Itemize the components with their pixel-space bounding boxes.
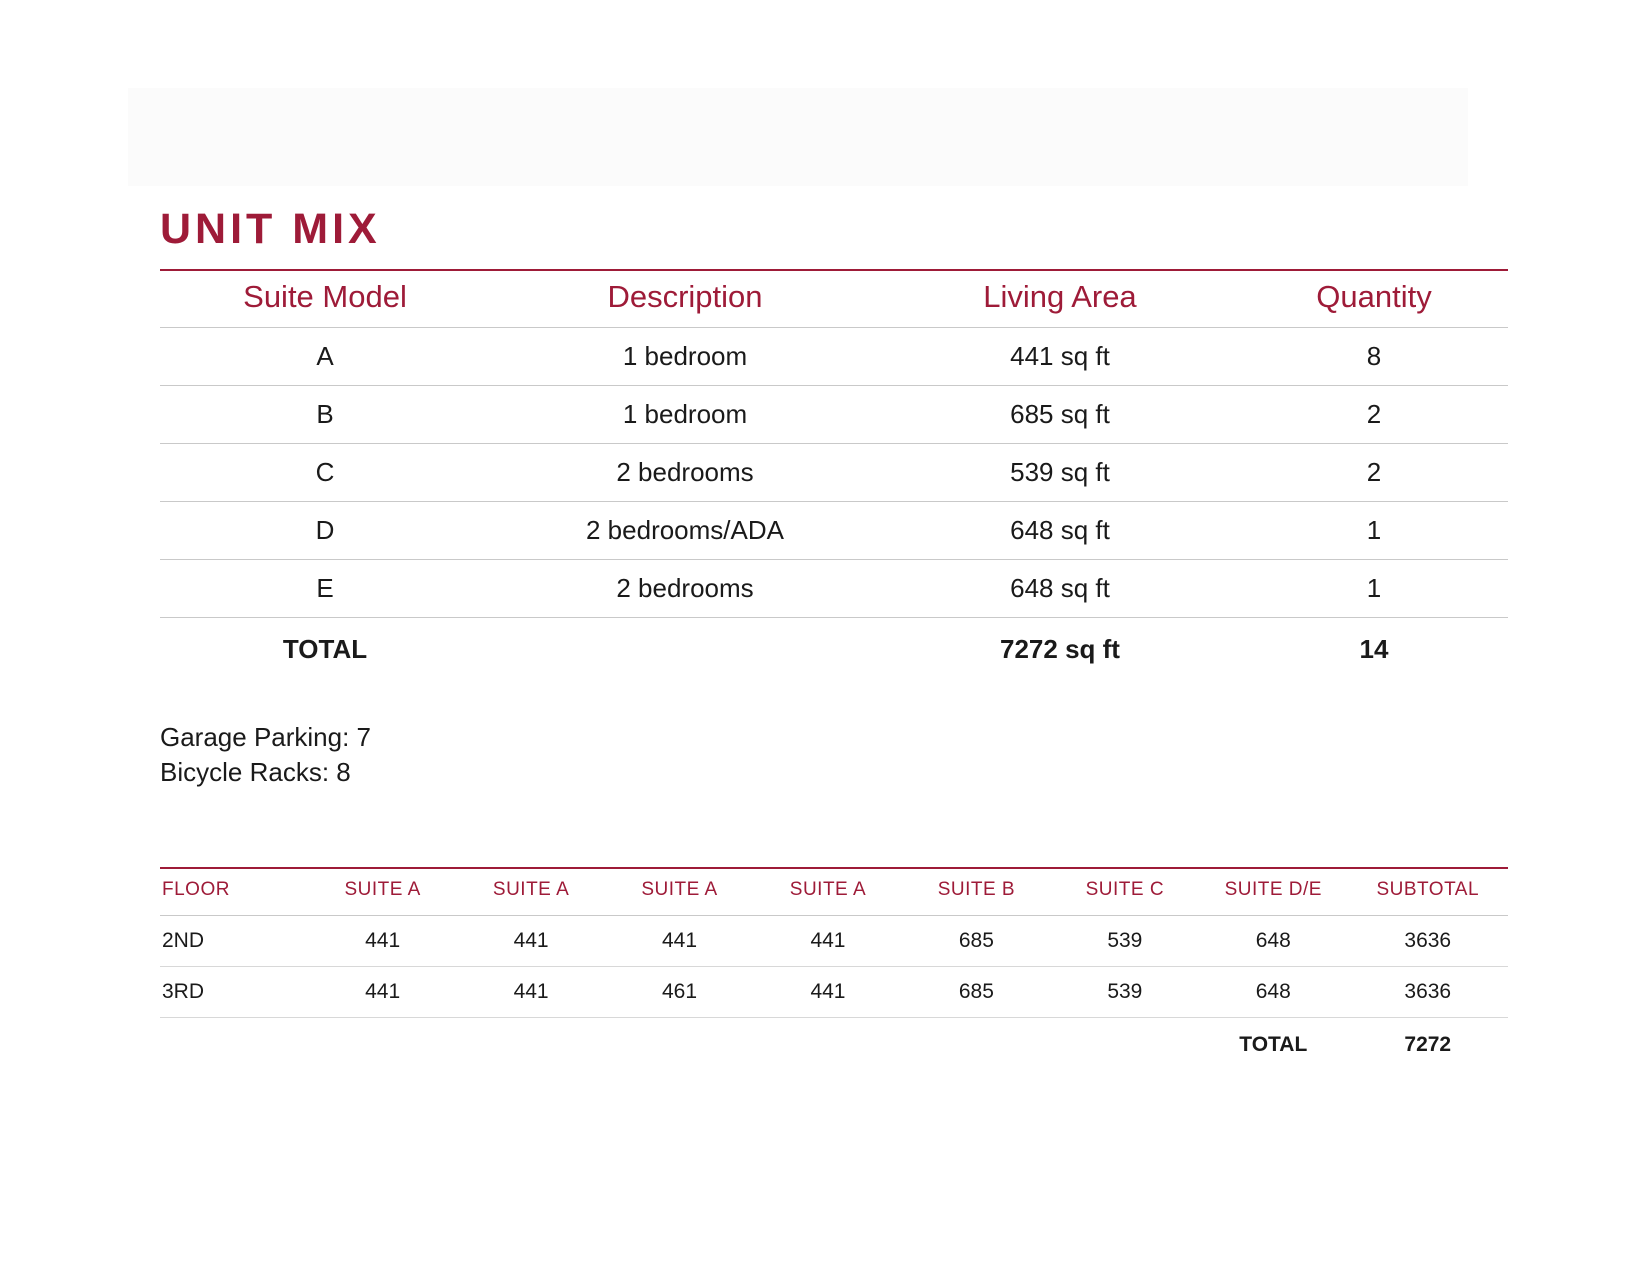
cell-empty: [1051, 1017, 1199, 1070]
floor-table-row: [160, 915, 1508, 966]
column-header-suite-a-1: SUITE A: [308, 868, 456, 916]
cell-quantity: 1: [1240, 560, 1508, 618]
cell-description: 2 bedrooms: [490, 444, 880, 502]
cell-suite-model: B: [160, 386, 490, 444]
cell-quantity: 2: [1240, 444, 1508, 502]
column-header-suite-b: SUITE B: [902, 868, 1050, 916]
cell-suite-a-2: 441: [457, 966, 605, 1017]
cell-total-quantity: 14: [1359, 634, 1389, 665]
cell-empty: [605, 1017, 753, 1070]
cell-suite-model: D: [160, 502, 490, 560]
cell-living-area: 648 sq ft: [880, 502, 1240, 560]
table-header-row: [160, 270, 1508, 328]
header-band: [128, 88, 1468, 186]
cell-subtotal: 3636: [1348, 966, 1509, 1017]
column-header-suite-model: Suite Model: [160, 270, 490, 328]
column-header-subtotal: SUBTOTAL: [1348, 868, 1509, 916]
table-row: [160, 560, 1508, 618]
column-header-description: Description: [490, 270, 880, 328]
cell-empty: [457, 1017, 605, 1070]
cell-living-area: 441 sq ft: [880, 328, 1240, 386]
cell-description: 2 bedrooms/ADA: [490, 502, 880, 560]
cell-suite-a-1: 441: [308, 966, 456, 1017]
floor-breakdown-table: [160, 867, 1508, 1070]
cell-total-label: TOTAL: [282, 634, 368, 665]
cell-suite-a-2: 441: [457, 915, 605, 966]
floor-table-total-row: [160, 1017, 1508, 1070]
column-header-quantity: Quantity: [1240, 270, 1508, 328]
cell-suite-model: E: [160, 560, 490, 618]
cell-suite-c: 539: [1051, 915, 1199, 966]
cell-total-description: [490, 618, 880, 679]
cell-suite-model: A: [160, 328, 490, 386]
cell-floor: 3RD: [160, 966, 308, 1017]
cell-suite-de: 648: [1199, 966, 1347, 1017]
cell-living-area: 648 sq ft: [880, 560, 1240, 618]
cell-suite-a-4: 441: [754, 915, 902, 966]
column-header-suite-a-2: SUITE A: [457, 868, 605, 916]
cell-grand-total-value: 7272: [1404, 1032, 1452, 1056]
cell-subtotal: 3636: [1348, 915, 1509, 966]
cell-grand-total-label: TOTAL: [1239, 1032, 1308, 1056]
cell-suite-a-1: 441: [308, 915, 456, 966]
column-header-suite-c: SUITE C: [1051, 868, 1199, 916]
table-row: [160, 444, 1508, 502]
cell-description: 1 bedroom: [490, 386, 880, 444]
table-row: [160, 386, 1508, 444]
table-row: [160, 502, 1508, 560]
cell-suite-model: C: [160, 444, 490, 502]
cell-description: 1 bedroom: [490, 328, 880, 386]
column-header-living-area: Living Area: [880, 270, 1240, 328]
cell-description: 2 bedrooms: [490, 560, 880, 618]
cell-total-living-area: 7272 sq ft: [1000, 634, 1120, 665]
note-bicycle-racks: Bicycle Racks: 8: [160, 756, 351, 787]
floor-table-row: [160, 966, 1508, 1017]
page-title: UNIT MIX: [160, 205, 381, 253]
note-garage-parking: Garage Parking: 7: [160, 722, 372, 753]
cell-quantity: 8: [1240, 328, 1508, 386]
cell-living-area: 539 sq ft: [880, 444, 1240, 502]
cell-suite-a-4: 441: [754, 966, 902, 1017]
column-header-floor: FLOOR: [160, 868, 308, 916]
cell-suite-a-3: 461: [605, 966, 753, 1017]
column-header-suite-a-3: SUITE A: [605, 868, 753, 916]
column-header-suite-de: SUITE D/E: [1199, 868, 1347, 916]
cell-suite-c: 539: [1051, 966, 1199, 1017]
cell-living-area: 685 sq ft: [880, 386, 1240, 444]
document-content: [160, 206, 1512, 1070]
cell-empty: [308, 1017, 456, 1070]
unit-mix-table: [160, 269, 1508, 678]
cell-suite-b: 685: [902, 915, 1050, 966]
cell-empty: [160, 1017, 308, 1070]
notes-block: [160, 720, 1512, 789]
floor-table-header-row: [160, 868, 1508, 916]
column-header-suite-a-4: SUITE A: [754, 868, 902, 916]
cell-empty: [902, 1017, 1050, 1070]
cell-suite-de: 648: [1199, 915, 1347, 966]
table-total-row: [160, 618, 1508, 679]
cell-suite-a-3: 441: [605, 915, 753, 966]
cell-quantity: 2: [1240, 386, 1508, 444]
cell-empty: [754, 1017, 902, 1070]
cell-suite-b: 685: [902, 966, 1050, 1017]
cell-floor: 2ND: [160, 915, 308, 966]
table-row: [160, 328, 1508, 386]
cell-quantity: 1: [1240, 502, 1508, 560]
